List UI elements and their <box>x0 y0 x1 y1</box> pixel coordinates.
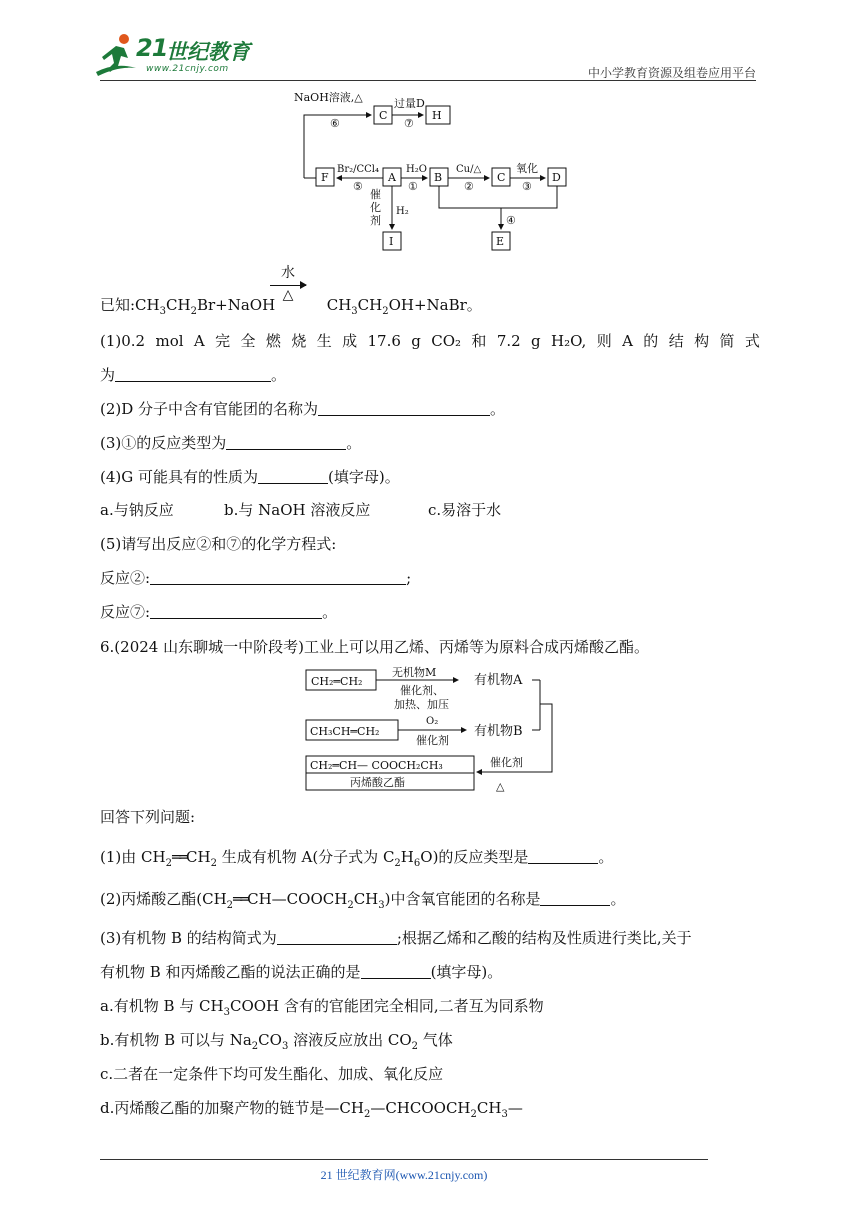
svg-text:⑦: ⑦ <box>404 117 414 130</box>
svg-text:CH₂═CH— COOCH₂CH₃: CH₂═CH— COOCH₂CH₃ <box>310 759 443 772</box>
question-6-2: (2)丙烯酸乙酯$(CH_2══CH—COOCH_2CH_3)$中含氧官能团的名称是 。 <box>100 890 626 911</box>
svg-text:B: B <box>434 171 443 184</box>
option-b: b.有机物 B 可以与 $Na_2CO_3$ 溶液反应放出 $CO_2$ 气体 <box>100 1031 453 1052</box>
footer-divider <box>100 1159 708 1160</box>
svg-text:H₂O: H₂O <box>406 164 427 175</box>
svg-text:C: C <box>379 109 388 122</box>
svg-text:E: E <box>496 235 505 248</box>
answer-intro: 回答下列问题: <box>100 808 196 826</box>
svg-text:催化剂: 催化剂 <box>490 756 523 769</box>
question-4: (4)G 可能具有的性质为 (填字母)。 <box>100 468 400 486</box>
svg-text:Cu/△: Cu/△ <box>456 164 482 175</box>
logo-number: 21 <box>136 34 168 62</box>
option-a: a.有机物 B 与 $CH_3COOH$ 含有的官能团完全相同,二者互为同系物 <box>100 997 544 1018</box>
question-2: (2)D 分子中含有官能团的名称为 。 <box>100 400 506 418</box>
header-divider <box>100 80 756 81</box>
svg-text:氧化: 氧化 <box>516 162 538 175</box>
svg-text:H: H <box>432 109 442 122</box>
known-reaction: 已知$:CH_3CH_2Br+NaOH$ $CH_3CH_2OH+NaBr$。 <box>100 296 482 317</box>
svg-text:D: D <box>552 171 561 184</box>
option-c: c.二者在一定条件下均可发生酯化、加成、氧化反应 <box>100 1065 444 1083</box>
svg-text:A: A <box>388 171 396 184</box>
question-4-options: a.与钠反应 b.与 NaOH 溶液反应 c.易溶于水 <box>100 501 502 519</box>
question-1-line-2: 为 。 <box>100 366 287 384</box>
answer-blank[interactable] <box>540 889 610 906</box>
answer-blank[interactable] <box>528 847 598 864</box>
question-6-3-line-2: 有机物 B 和丙烯酸乙酯的说法正确的是 (填字母)。 <box>100 963 503 981</box>
answer-blank[interactable] <box>115 365 271 382</box>
reaction-flow-diagram-1 <box>280 90 600 258</box>
svg-text:过量D: 过量D <box>394 97 425 110</box>
svg-text:I: I <box>389 235 394 248</box>
svg-text:△: △ <box>496 780 505 793</box>
svg-text:⑥: ⑥ <box>330 117 340 130</box>
answer-blank[interactable] <box>318 399 490 416</box>
svg-text:②: ② <box>464 180 474 193</box>
svg-text:化: 化 <box>370 201 381 214</box>
logo-url: www.21cnjy.com <box>146 64 229 74</box>
question-5-reaction-7: 反应⑦: 。 <box>100 603 338 621</box>
logo-title: 世纪教育 <box>166 40 250 64</box>
question-3: (3)①的反应类型为 。 <box>100 434 362 452</box>
answer-blank[interactable] <box>258 467 328 484</box>
svg-text:④: ④ <box>506 214 516 227</box>
footer-link[interactable]: 21 世纪教育网(www.21cnjy.com) <box>320 1168 488 1182</box>
svg-text:⑤: ⑤ <box>353 180 363 193</box>
question-6-stem: 6.(2024 山东聊城一中阶段考)工业上可以用乙烯、丙烯等为原料合成丙烯酸乙酯。 <box>100 638 649 656</box>
svg-text:Br₂/CCl₄: Br₂/CCl₄ <box>337 164 380 175</box>
svg-text:O₂: O₂ <box>426 716 439 727</box>
arrow-condition-top: 水 <box>281 265 295 281</box>
svg-text:加热、加压: 加热、加压 <box>394 698 449 711</box>
svg-text:催: 催 <box>370 188 381 201</box>
svg-text:丙烯酸乙酯: 丙烯酸乙酯 <box>350 776 405 789</box>
question-6-1: (1)由 $CH_2══CH_2$ 生成有机物 A(分子式为 $C_2H_6O$)的反应类型是 。 <box>100 848 614 869</box>
svg-text:有机物B: 有机物B <box>474 724 523 739</box>
reaction-flow-diagram-2 <box>300 664 560 794</box>
answer-blank[interactable] <box>226 433 346 450</box>
answer-blank[interactable] <box>150 602 322 619</box>
platform-title: 中小学教育资源及组卷应用平台 <box>587 66 756 80</box>
svg-text:CH₂═CH₂: CH₂═CH₂ <box>311 675 363 688</box>
svg-text:C: C <box>497 171 506 184</box>
svg-text:无机物M: 无机物M <box>392 666 437 679</box>
answer-blank[interactable] <box>361 962 431 979</box>
question-1-line-1: (1)0.2 mol A 完 全 燃 烧 生 成 17.6 g CO₂ 和 7.2 g H₂O, 则 A 的 结 构 简 式 <box>100 332 760 350</box>
question-6-3-line-1: (3)有机物 B 的结构简式为 ;根据乙烯和乙酸的结构及性质进行类比,关于 <box>100 929 692 947</box>
svg-text:催化剂: 催化剂 <box>416 734 449 747</box>
svg-text:H₂: H₂ <box>396 206 409 217</box>
svg-text:有机物A: 有机物A <box>474 673 523 688</box>
arrow-condition-bottom: △ <box>282 287 294 303</box>
svg-text:NaOH溶液,△: NaOH溶液,△ <box>294 91 363 104</box>
svg-text:CH₃CH═CH₂: CH₃CH═CH₂ <box>310 725 380 738</box>
svg-text:催化剂、: 催化剂、 <box>400 684 444 697</box>
svg-text:F: F <box>321 171 329 184</box>
question-5: (5)请写出反应②和⑦的化学方程式: <box>100 535 337 553</box>
question-5-reaction-2: 反应②: ; <box>100 569 412 587</box>
option-d: d.丙烯酸乙酯的加聚产物的链节是$—CH_2—CHCOOCH_2CH_3—$ <box>100 1099 523 1120</box>
answer-blank[interactable] <box>150 568 406 585</box>
svg-text:剂: 剂 <box>370 214 381 227</box>
svg-text:③: ③ <box>522 180 532 193</box>
answer-blank[interactable] <box>277 928 397 945</box>
svg-text:①: ① <box>408 180 418 193</box>
